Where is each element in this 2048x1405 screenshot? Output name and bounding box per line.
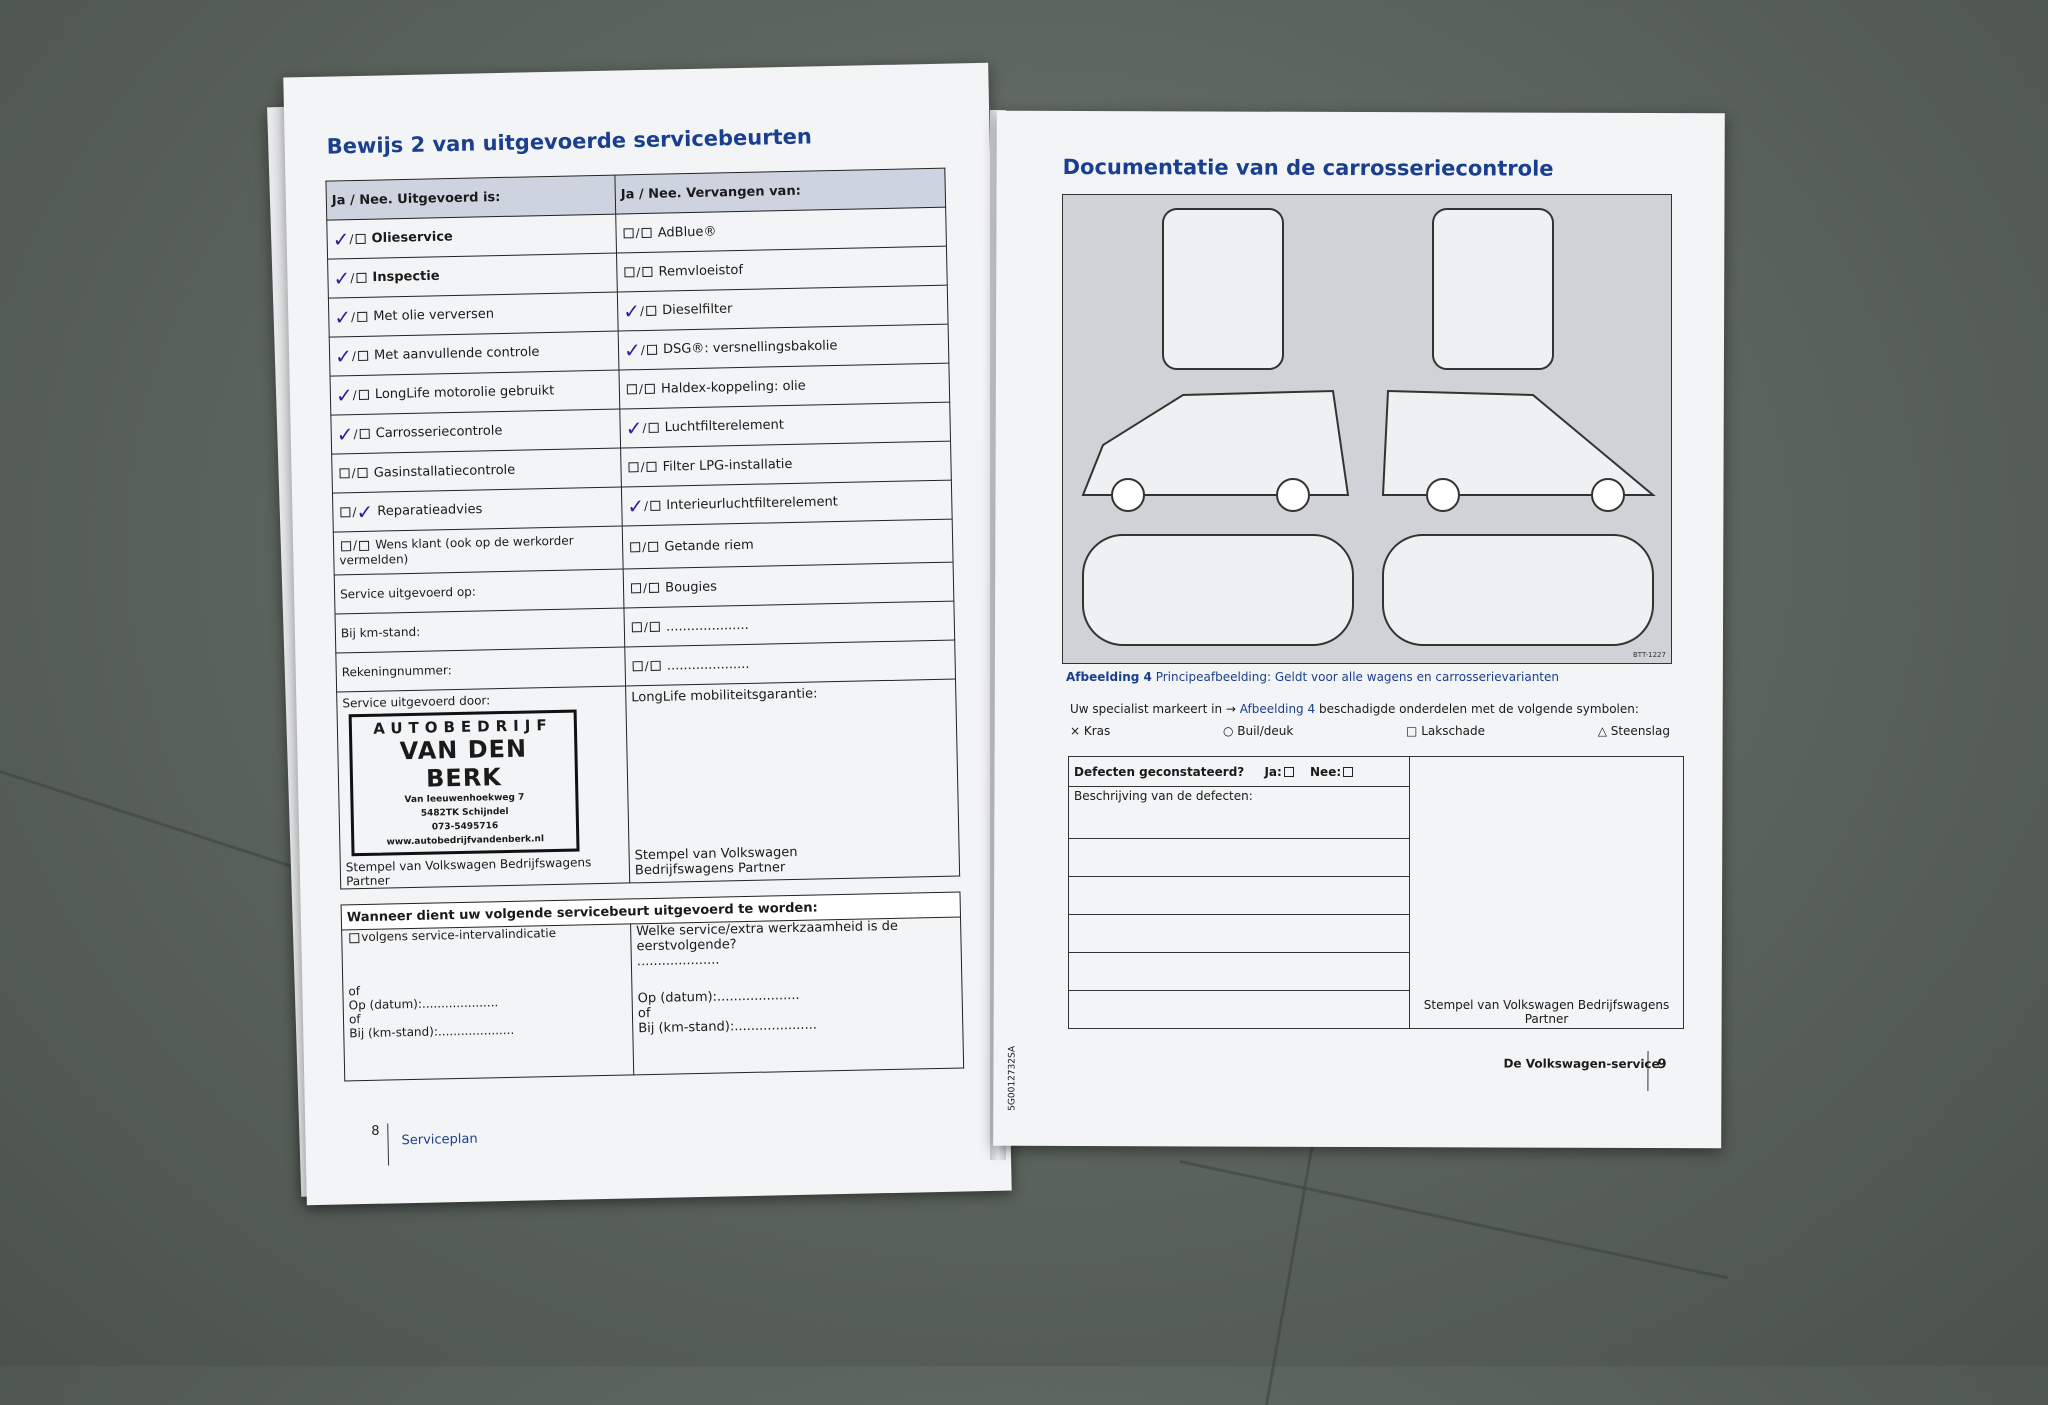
stamp-line: 5482TK Schijndel — [420, 806, 509, 819]
arrow-icon: → — [1225, 702, 1236, 716]
checkmark-icon: ✓ — [356, 499, 374, 525]
row-right-label: Haldex-koppeling: olie — [660, 378, 806, 397]
checkbox[interactable] — [642, 228, 652, 238]
checkbox[interactable] — [339, 468, 349, 478]
van-rear-view — [1433, 209, 1553, 369]
table-row: ✓/ Met aanvullende controle ✓/ DSG®: versnellingsbakolie — [329, 324, 949, 376]
stamp-label: Stempel van Volkswagen Bedrijfswagens Partner — [345, 855, 592, 889]
stamp-brand-2: VAN DEN BERK — [399, 734, 528, 793]
van-underside-view — [1383, 535, 1653, 645]
checkbox[interactable] — [651, 661, 661, 671]
page-number: 8 — [371, 1124, 389, 1166]
row-right-label: AdBlue® — [657, 223, 717, 241]
wheel — [1427, 479, 1459, 511]
service-date-label: Service uitgevoerd op: — [334, 569, 624, 614]
row-label: LongLife motorolie gebruikt — [374, 383, 555, 403]
checkbox[interactable] — [357, 312, 367, 322]
symbol-dent: ○ Buil/deuk — [1222, 724, 1294, 738]
wheel — [1112, 479, 1144, 511]
date-field[interactable]: .................... — [716, 987, 800, 1005]
checkbox[interactable] — [359, 390, 369, 400]
checkmark-icon: ✓ — [622, 299, 641, 324]
checkbox[interactable] — [340, 507, 350, 517]
row-right-label: Dieselfilter — [662, 301, 733, 319]
row-label: Reparatieadvies — [377, 501, 483, 520]
checkbox[interactable] — [627, 384, 637, 394]
table-row: Service uitgevoerd op: / Bougies — [334, 562, 954, 614]
date-label: Op (datum): — [637, 989, 718, 1007]
stamp-label: Stempel van Volkswagen Bedrijfswagens Partner — [634, 844, 798, 879]
checkbox[interactable] — [624, 267, 634, 277]
next-service-header: Wanneer dient uw volgende servicebeurt uitgevoerd te worden: — [341, 892, 960, 930]
figure-code: BTT-1227 — [1633, 651, 1666, 659]
vehicle-drawing — [1063, 195, 1671, 663]
invoice-label: Rekeningnummer: — [336, 647, 626, 692]
wheel — [1277, 479, 1309, 511]
interval-option: volgens service-intervalindicatie — [361, 925, 557, 945]
document-code: 5G0012732SA — [1007, 1045, 1018, 1111]
left-page-title: Bewijs 2 van uitgevoerde servicebeurten — [326, 124, 813, 159]
checkbox[interactable] — [646, 306, 656, 316]
checkbox[interactable] — [647, 345, 657, 355]
symbol-scratch: × Kras — [1070, 724, 1111, 738]
checkmark-icon: ✓ — [333, 266, 351, 291]
checkbox[interactable] — [359, 540, 369, 550]
van-top-view — [1083, 535, 1353, 645]
table-row: ✓/ Carrosseriecontrole ✓/ Luchtfilterelement — [331, 402, 951, 454]
description-line[interactable] — [1069, 915, 1410, 953]
vehicle-diagram — [1062, 194, 1672, 664]
date-field[interactable]: .................... — [421, 995, 499, 1011]
footer-title: Serviceplan — [401, 1131, 478, 1149]
description-line[interactable] — [1069, 877, 1410, 915]
checkbox[interactable] — [355, 234, 365, 244]
checkmark-icon: ✓ — [625, 416, 643, 441]
table-row: ✓/ Met olie verversen ✓/ Dieselfilter — [328, 285, 948, 337]
symbol-legend — [1070, 724, 1670, 738]
stamp-brand-1: AUTOBEDRIJF — [373, 716, 553, 738]
checkbox[interactable] — [650, 622, 660, 632]
caption-label: Afbeelding 4 — [1066, 670, 1152, 684]
no-checkbox[interactable] — [1343, 767, 1353, 777]
row-label: Met aanvullende controle — [373, 344, 540, 364]
stamp-label: Stempel van Volkswagen Bedrijfswagens Partner — [1410, 757, 1684, 1029]
date-label: Op (datum): — [348, 996, 423, 1013]
defects-question: Defecten geconstateerd? — [1074, 764, 1245, 779]
description-line[interactable] — [1069, 953, 1410, 991]
wheel — [1592, 479, 1624, 511]
longlife-label: LongLife mobiliteitsgarantie: — [631, 686, 818, 706]
right-page-title: Documentatie van de carrosseriecontrole — [1062, 154, 1554, 181]
next-service-table — [341, 892, 965, 1082]
dealer-stamp — [349, 710, 580, 857]
checkmark-icon: ✓ — [334, 305, 352, 330]
van-front-view — [1163, 209, 1283, 369]
row-right-label: Interieurluchtfilterelement — [666, 494, 838, 514]
description-line[interactable] — [1069, 839, 1410, 877]
checkbox[interactable] — [650, 501, 660, 511]
checkbox[interactable] — [645, 384, 655, 394]
col2-header: Ja / Nee. Vervangen van: — [615, 168, 946, 214]
page-number: 9 — [1657, 1057, 1667, 1073]
description-line[interactable] — [1069, 991, 1410, 1029]
table-row: Bij km-stand: / .................... — [335, 601, 955, 653]
row-right-label: Filter LPG-installatie — [662, 456, 793, 475]
defects-description-label: Beschrijving van de defecten: — [1069, 787, 1410, 839]
checkbox[interactable] — [356, 273, 366, 283]
checkbox[interactable] — [624, 228, 634, 238]
checkbox[interactable] — [630, 542, 640, 552]
checkbox[interactable] — [642, 267, 652, 277]
table-row: / Gasinstallatiecontrole / Filter LPG-installatie — [332, 441, 952, 493]
table-row: ✓/ LongLife motorolie gebruikt / Haldex-koppeling: olie — [330, 363, 950, 415]
yes-label: Ja: — [1264, 764, 1282, 779]
checkmark-icon: ✓ — [335, 383, 353, 408]
figure-link[interactable]: Afbeelding 4 — [1239, 702, 1316, 716]
footer-divider — [1499, 1050, 1648, 1091]
checkbox[interactable] — [633, 661, 643, 671]
checkbox[interactable] — [359, 429, 369, 439]
row-label: Met olie verversen — [373, 306, 495, 325]
checkbox[interactable] — [358, 351, 368, 361]
checkbox[interactable] — [628, 462, 638, 472]
stamp-row — [337, 679, 960, 889]
km-label: Bij (km-stand): — [638, 1019, 735, 1037]
table-row: /✓ Reparatieadvies ✓/ Interieurluchtfilterelement — [332, 480, 952, 532]
row-right-label: Getande riem — [664, 537, 754, 555]
stamp-line: Van Ieeuwenhoekweg 7 — [404, 792, 525, 806]
performed-by-label: Service uitgevoerd door: — [342, 693, 491, 711]
service-table — [325, 168, 960, 890]
row-right-label: Bougies — [665, 579, 718, 596]
checkbox[interactable] — [648, 423, 658, 433]
defects-table — [1068, 756, 1684, 1029]
row-label: Inspectie — [372, 268, 440, 286]
caption-text: Principeafbeelding: Geldt voor alle wagens en carrosserievarianten — [1155, 670, 1559, 684]
footer-title: De Volkswagen-service — [1503, 1056, 1660, 1072]
blank-field[interactable]: .................... — [666, 656, 750, 674]
left-page — [283, 63, 1011, 1206]
symbol-paint: □ Lakschade — [1406, 724, 1485, 738]
row-label: Wens klant (ook op de werkorder vermelden) — [339, 533, 574, 568]
yes-checkbox[interactable] — [1284, 767, 1294, 777]
instruction-text: Uw specialist markeert in — [1070, 702, 1223, 716]
checkmark-icon: ✓ — [332, 227, 350, 252]
instruction-text: beschadigde onderdelen met de volgende symbolen: — [1318, 702, 1639, 716]
km-label: Bij (km-stand): — [349, 1024, 439, 1041]
table-row: Rekeningnummer: / .................... — [336, 640, 956, 692]
row-label: Olieservice — [371, 229, 453, 247]
blank-field[interactable]: .................... — [665, 617, 749, 635]
no-label: Nee: — [1310, 764, 1342, 779]
row-label: Carrosseriecontrole — [375, 423, 503, 442]
next-question: Welke service/extra werkzaamheid is de eerstvolgende? — [636, 918, 899, 955]
checkmark-icon: ✓ — [336, 422, 354, 447]
row-right-label: Remvloeistof — [658, 262, 744, 280]
checkbox[interactable] — [632, 622, 642, 632]
answer-field[interactable]: .................... — [636, 952, 720, 970]
row-label: Gasinstallatiecontrole — [373, 462, 516, 481]
or-label: of — [348, 1012, 361, 1027]
checkbox[interactable] — [646, 462, 656, 472]
km-field[interactable]: .................... — [734, 1017, 818, 1035]
checkbox[interactable] — [631, 583, 641, 593]
checkbox[interactable] — [341, 541, 351, 551]
or-label: of — [348, 984, 361, 999]
col1-header: Ja / Nee. Uitgevoerd is: — [326, 175, 616, 220]
checkbox[interactable] — [649, 583, 659, 593]
row-right-label: Luchtfilterelement — [664, 417, 785, 436]
checkbox[interactable] — [358, 468, 368, 478]
stamp-line: www.autobedrijfvandenberk.nl — [386, 834, 545, 848]
table-row: / Wens klant (ook op de werkorder vermelden) / Getande riem — [333, 519, 953, 575]
checkbox[interactable] — [349, 933, 359, 943]
stamp-line: 073-5495716 — [431, 821, 499, 833]
table-row: ✓/ Olieservice / AdBlue® — [327, 207, 947, 259]
checkmark-icon: ✓ — [623, 338, 642, 363]
km-label: Bij km-stand: — [335, 608, 625, 653]
row-right-label: DSG®: versnellingsbakolie — [662, 338, 838, 358]
symbol-chip: △ Steenslag — [1597, 724, 1670, 738]
or-label: of — [637, 1006, 651, 1022]
km-field[interactable]: .................... — [437, 1022, 515, 1039]
checkbox[interactable] — [648, 542, 658, 552]
checkmark-icon: ✓ — [334, 344, 353, 369]
checkmark-icon: ✓ — [627, 494, 645, 519]
table-row: ✓/ Inspectie / Remvloeistof — [328, 246, 948, 298]
